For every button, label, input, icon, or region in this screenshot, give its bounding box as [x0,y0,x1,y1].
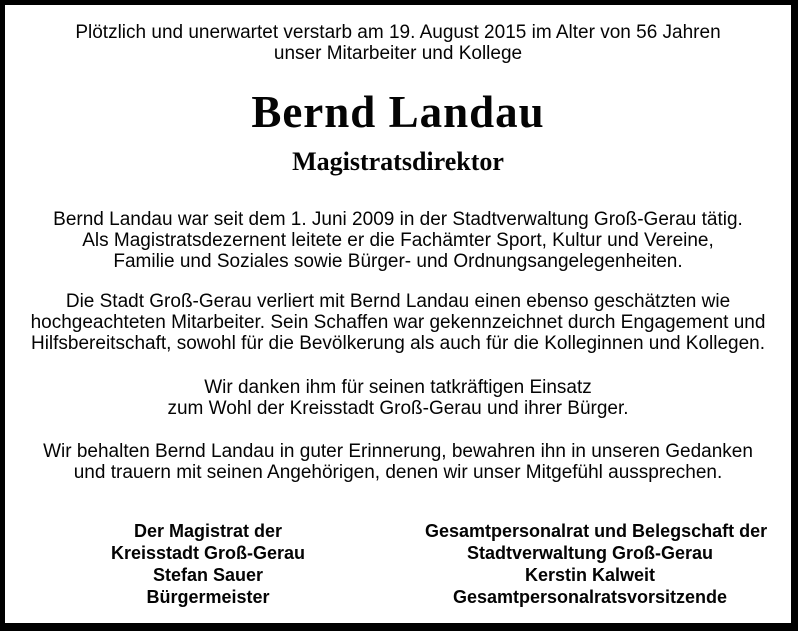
text-line: Hilfsbereitschaft, sowohl für die Bevölkerung als auch für die Kolleginnen und Kollegen. [30,333,766,354]
text-line: Als Magistratsdezernent leitete er die Fachämter Sport, Kultur und Vereine, [82,230,714,251]
intro-line-2: unser Mitarbeiter und Kollege [273,43,523,64]
obituary-content [5,22,791,608]
text-line: Wir danken ihm für seinen tatkräftigen Einsatz [204,377,592,398]
signature-line: Bürgermeister [146,587,270,607]
signature-line: Stefan Sauer [152,565,264,585]
signature-line: Kerstin Kalweit [524,565,656,585]
deceased-job-title: Magistratsdirektor [292,147,504,176]
signature-magistrat [63,520,353,608]
signature-line: Der Magistrat der [133,521,283,541]
text-line: hochgeachteten Mitarbeiter. Sein Schaffen war gekennzeichnet durch Engagement und [30,312,766,333]
signature-line: Stadtverwaltung Groß-Gerau [466,543,714,563]
signature-line: Kreisstadt Groß-Gerau [110,543,306,563]
text-line: Familie und Soziales sowie Bürger- und Ordnungsangelegenheiten. [113,251,683,272]
signature-block [5,520,791,608]
text-line: Wir behalten Bernd Landau in guter Erinnerung, bewahren ihn in unseren Gedanken [43,441,753,462]
signature-line: Gesamtpersonalrat und Belegschaft der [425,521,768,541]
signature-personalrat [425,520,768,608]
deceased-name: Bernd Landau [251,87,545,137]
text-line: Die Stadt Groß-Gerau verliert mit Bernd Landau einen ebenso geschätzten wie [65,291,731,312]
signature-line: Gesamtpersonalratsvorsitzende [452,587,728,607]
paragraph-remembrance [5,441,791,483]
paragraph-thanks [5,377,791,419]
intro-line-1: Plötzlich und unerwartet verstarb am 19. August 2015 im Alter von 56 Jahren [75,22,721,43]
intro-text [5,22,791,64]
paragraph-loss [5,291,791,354]
text-line: Bernd Landau war seit dem 1. Juni 2009 in der Stadtverwaltung Groß-Gerau tätig. [53,209,743,230]
paragraph-career [5,209,791,272]
text-line: zum Wohl der Kreisstadt Groß-Gerau und ihrer Bürger. [167,398,629,419]
text-line: und trauern mit seinen Angehörigen, denen wir unser Mitgefühl aussprechen. [73,462,723,483]
